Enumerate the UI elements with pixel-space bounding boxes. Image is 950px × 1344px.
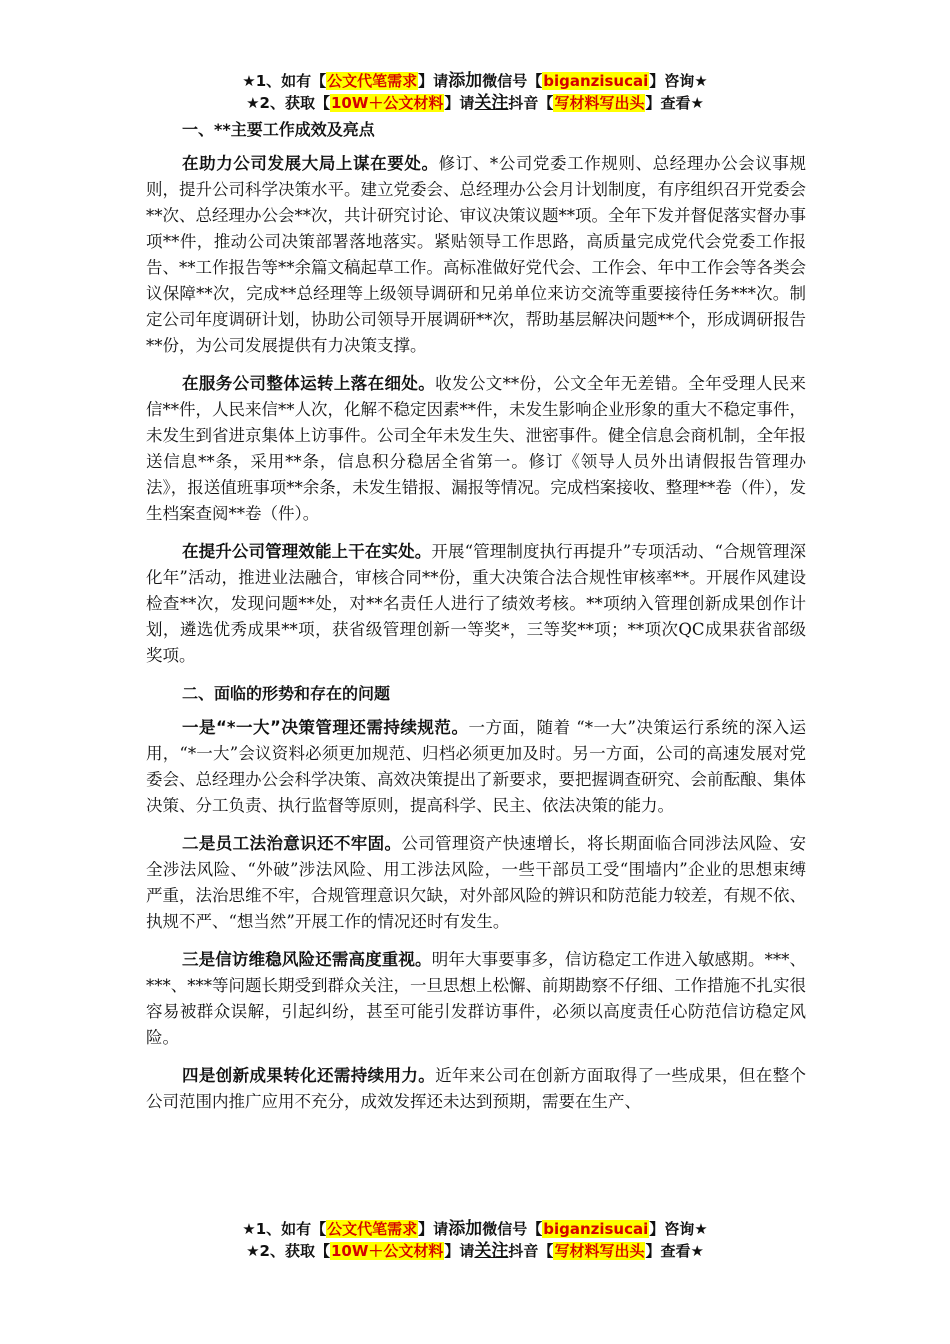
- paragraph: [146, 715, 806, 819]
- banner-text: 】请: [444, 94, 475, 112]
- paragraph-lead: 三是信访维稳风险还需高度重视。: [182, 950, 432, 969]
- banner-highlight: 写材料写出头: [554, 1242, 645, 1260]
- banner-highlight: 10W＋公文材料: [330, 1242, 444, 1260]
- banner-text: 抖音【: [508, 94, 554, 112]
- paragraph-text: 一方面，随着 “*一大”决策运行系统的深入运用，“*一大”会议资料必须更加规范、归档必须更加及时。另一方面，公司的高速发展对党委会、总经理办公会科学决策、高效决策提出了新要求，要把握调查研究、会前酝酿、集体决策、分工负责、执行监督等原则，提高科学、民主、依法决策的能力。: [146, 718, 806, 815]
- banner-emphasis: 添加: [448, 71, 483, 91]
- banner-highlight: 10W＋公文材料: [330, 94, 444, 112]
- paragraph: [146, 831, 806, 935]
- banner-text: ★1、如有【: [242, 72, 327, 90]
- paragraph: [146, 151, 806, 359]
- banner-text: 】咨询★: [649, 1220, 708, 1238]
- banner-text: 微信号【: [482, 72, 543, 90]
- paragraph-text: 公司管理资产快速增长，将长期面临合同涉法风险、安全涉法风险、“外破”涉法风险、用工涉法风险，一些干部员工受“围墙内”企业的思想束缚严重，法治思维不牢，合规管理意识欠缺，对外部风险的辨识和防范能力较差，有规不依、执规不严、“想当然”开展工作的情况还时有发生。: [146, 834, 806, 931]
- paragraph-lead: 在助力公司发展大局上谋在要处。: [182, 154, 439, 173]
- banner-highlight: 写材料写出头: [554, 94, 645, 112]
- bottom-banner: [0, 1218, 950, 1262]
- paragraph-lead: 在提升公司管理效能上干在实处。: [182, 542, 432, 561]
- banner-text: 微信号【: [482, 1220, 543, 1238]
- paragraph-lead: 四是创新成果转化还需持续用力。: [182, 1066, 436, 1085]
- banner-highlight: biganzisucai: [543, 72, 649, 90]
- paragraph-lead: 二是员工法治意识还不牢固。: [182, 834, 402, 853]
- paragraph-text: 明年大事要事多，信访稳定工作进入敏感期。***、***、***等问题长期受到群众关注，一旦思想上松懈、前期勘察不仔细、工作措施不扎实很容易被群众误解，引起纠纷，甚至可能引发群访事件，必须以高度责任心防范信访稳定风险。: [146, 950, 807, 1047]
- banner-text: ★2、获取【: [246, 94, 330, 112]
- banner-highlight: 公文代笔需求: [327, 72, 418, 90]
- paragraph-lead: 一是“*一大”决策管理还需持续规范。: [182, 718, 469, 737]
- paragraph-text: 修订、*公司党委工作规则、总经理办公会议事规则，提升公司科学决策水平。建立党委会、总经理办公会月计划制度，有序组织召开党委会**次、总经理办公会**次，共计研究讨论、审议决策议题**项。全年下发并督促落实督办事项**件，推动公司决策部署落地落实。紧贴领导工作思路，高质量完成党代会党委工作报告、**工作报告等**余篇文稿起草工作。高标准做好党代会、工作会、年中工作会等各类会议保障**次，完成**总经理等上级领导调研和兄弟单位来访交流等重要接待任务***次。制定公司年度调研计划，协助公司领导开展调研**次，帮助基层解决问题**个，形成调研报告**份，为公司发展提供有力决策支撑。: [146, 154, 807, 355]
- banner-text: 】请: [418, 1220, 449, 1238]
- paragraph: [146, 539, 806, 669]
- section-heading: 二、面临的形势和存在的问题: [182, 684, 391, 703]
- banner-text: 】请: [444, 1242, 475, 1260]
- paragraph-text: 开展“管理制度执行再提升”专项活动、“合规管理深化年”活动，推进业法融合，审核合同**份，重大决策合法合规性审核率**。开展作风建设检查**次，发现问题**处，对**名责任人进行了绩效考核。**项纳入管理创新成果创作计划，遴选优秀成果**项，获省级管理创新一等奖*，三等奖**项；**项次QC成果获省部级奖项。: [146, 542, 807, 665]
- paragraph: [146, 947, 806, 1051]
- banner-text: ★1、如有【: [242, 1220, 327, 1238]
- paragraph-text: 收发公文**份，公文全年无差错。全年受理人民来信**件，人民来信**人次，化解不稳定因素**件，未发生影响企业形象的重大不稳定事件，未发生到省进京集体上访事件。公司全年未发生失、泄密事件。健全信息会商机制，全年报送信息**条，采用**条，信息积分稳居全省第一。修订《领导人员外出请假报告管理办法》，报送值班事项**余条，未发生错报、漏报等情况。完成档案接收、整理**卷（件），发生档案查阅**卷（件）。: [146, 374, 806, 523]
- top-banner: [0, 70, 950, 114]
- banner-emphasis: 添加: [448, 1219, 483, 1239]
- paragraph: [146, 1063, 806, 1115]
- banner-emphasis: 关注: [474, 93, 509, 113]
- banner-line-2: [0, 92, 950, 114]
- paragraph-text: 近年来公司在创新方面取得了一些成果，但在整个公司范围内推广应用不充分，成效发挥还未达到预期，需要在生产、: [146, 1066, 806, 1111]
- paragraph-lead: 在服务公司整体运转上落在细处。: [182, 374, 436, 393]
- banner-text: 】咨询★: [649, 72, 708, 90]
- banner-emphasis: 关注: [474, 1241, 509, 1261]
- banner-line-2: [0, 1240, 950, 1262]
- section-heading: 一、**主要工作成效及亮点: [182, 120, 375, 139]
- banner-line-1: [0, 70, 950, 92]
- banner-highlight: biganzisucai: [543, 1220, 649, 1238]
- banner-text: 抖音【: [508, 1242, 554, 1260]
- banner-text: 】查看★: [645, 94, 704, 112]
- banner-text: 】查看★: [645, 1242, 704, 1260]
- banner-line-1: [0, 1218, 950, 1240]
- banner-text: ★2、获取【: [246, 1242, 330, 1260]
- paragraph: [146, 371, 806, 527]
- banner-text: 】请: [418, 72, 449, 90]
- banner-highlight: 公文代笔需求: [327, 1220, 418, 1238]
- document-body: [146, 117, 806, 1127]
